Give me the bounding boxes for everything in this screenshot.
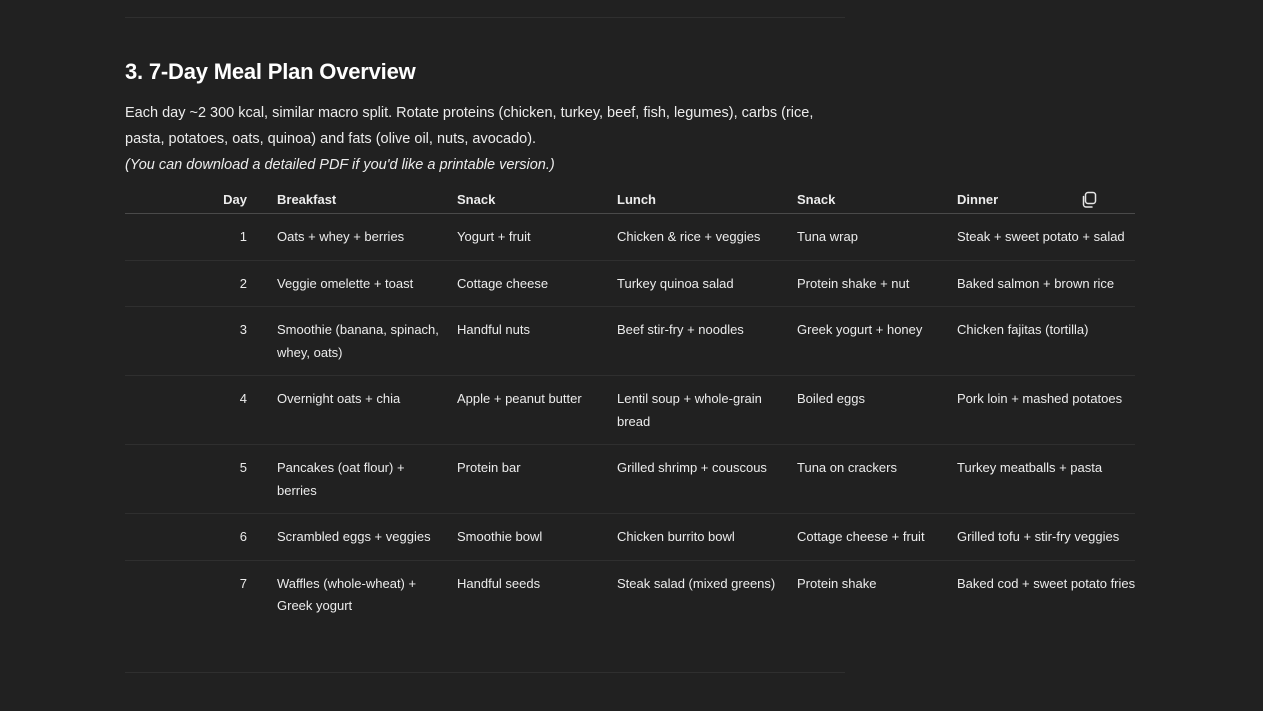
copy-icon — [1079, 190, 1099, 210]
copy-table-button[interactable] — [1079, 190, 1099, 210]
cell-snack: Handful nuts — [451, 307, 611, 376]
cell-snack-2: Tuna wrap — [791, 214, 951, 261]
cell-lunch: Chicken & rice + veggies — [611, 214, 791, 261]
cell-snack: Handful seeds — [457, 575, 541, 591]
column-header-snack-2: Snack — [791, 191, 951, 214]
cell-dinner: Grilled tofu + stir-fry veggies — [951, 514, 1135, 561]
cell-snack-2: Protein shake — [797, 575, 877, 591]
cell-breakfast: Oats + whey + berries — [271, 214, 451, 261]
cell-lunch: Turkey quinoa salad — [611, 260, 791, 307]
cell-dinner: Turkey meatballs + pasta — [951, 445, 1135, 514]
table-row — [125, 307, 1135, 376]
cell-breakfast: Pancakes (oat flour) + berries — [271, 445, 451, 514]
pdf-note: (You can download a detailed PDF if you'd like a printable version.) — [125, 157, 555, 173]
cell-day: 7 — [239, 575, 247, 591]
cell-day: 3 — [125, 307, 271, 376]
cell-lunch: Chicken burrito bowl — [611, 514, 791, 561]
cell-day: 5 — [125, 445, 271, 514]
cell-breakfast: Veggie omelette + toast — [271, 260, 451, 307]
cell-lunch: Steak salad (mixed greens) — [617, 575, 776, 591]
message-content — [125, 56, 1136, 629]
cell-snack-2: Greek yogurt + honey — [791, 307, 951, 376]
column-header-dinner: Dinner — [951, 191, 1135, 214]
cell-snack: Smoothie bowl — [451, 514, 611, 561]
table-body — [125, 214, 1135, 629]
table-row — [125, 514, 1135, 561]
cell-dinner: Baked cod + sweet potato fries — [957, 575, 1136, 591]
column-header-day: Day — [125, 191, 271, 214]
meal-plan-table — [125, 191, 1135, 629]
cell-day: 1 — [125, 214, 271, 261]
cell-snack-2: Boiled eggs — [791, 376, 951, 445]
intro-paragraph: Each day ~2 300 kcal, similar macro split. Rotate proteins (chicken, turkey, beef, fish, legumes), carbs (rice, pasta, potatoes, oats, quinoa) and fats (olive oil, nuts, avocado). — [125, 105, 814, 147]
meal-plan-table-container — [125, 191, 1136, 629]
section-divider-top — [125, 17, 845, 18]
table-header-row — [125, 191, 1135, 214]
cell-day: 4 — [125, 376, 271, 445]
cell-snack: Cottage cheese — [451, 260, 611, 307]
cell-day: 6 — [125, 514, 271, 561]
column-header-snack: Snack — [451, 191, 611, 214]
cell-breakfast: Scrambled eggs + veggies — [271, 514, 451, 561]
table-row — [125, 376, 1135, 445]
table-row — [125, 560, 1135, 629]
cell-lunch: Grilled shrimp + couscous — [611, 445, 791, 514]
section-divider-bottom — [125, 672, 845, 673]
cell-snack-2: Tuna on crackers — [791, 445, 951, 514]
cell-snack: Protein bar — [451, 445, 611, 514]
section-heading: 3. 7-Day Meal Plan Overview — [125, 59, 416, 84]
table-row — [125, 445, 1135, 514]
cell-dinner: Baked salmon + brown rice — [951, 260, 1135, 307]
cell-lunch: Beef stir-fry + noodles — [611, 307, 791, 376]
table-row — [125, 214, 1135, 261]
cell-breakfast: Overnight oats + chia — [271, 376, 451, 445]
cell-snack: Yogurt + fruit — [451, 214, 611, 261]
column-header-lunch: Lunch — [611, 191, 791, 214]
cell-snack: Apple + peanut butter — [451, 376, 611, 445]
cell-dinner: Steak + sweet potato + salad — [951, 214, 1135, 261]
column-header-breakfast: Breakfast — [271, 191, 451, 214]
cell-day: 2 — [125, 260, 271, 307]
cell-snack-2: Cottage cheese + fruit — [791, 514, 951, 561]
cell-breakfast: Smoothie (banana, spinach, whey, oats) — [271, 307, 451, 376]
cell-lunch: Lentil soup + whole-grain bread — [611, 376, 791, 445]
cell-dinner: Pork loin + mashed potatoes — [951, 376, 1135, 445]
cell-dinner: Chicken fajitas (tortilla) — [951, 307, 1135, 376]
cell-breakfast: Waffles (whole-wheat) + Greek yogurt — [277, 575, 417, 613]
cell-snack-2: Protein shake + nut — [791, 260, 951, 307]
table-row — [125, 260, 1135, 307]
